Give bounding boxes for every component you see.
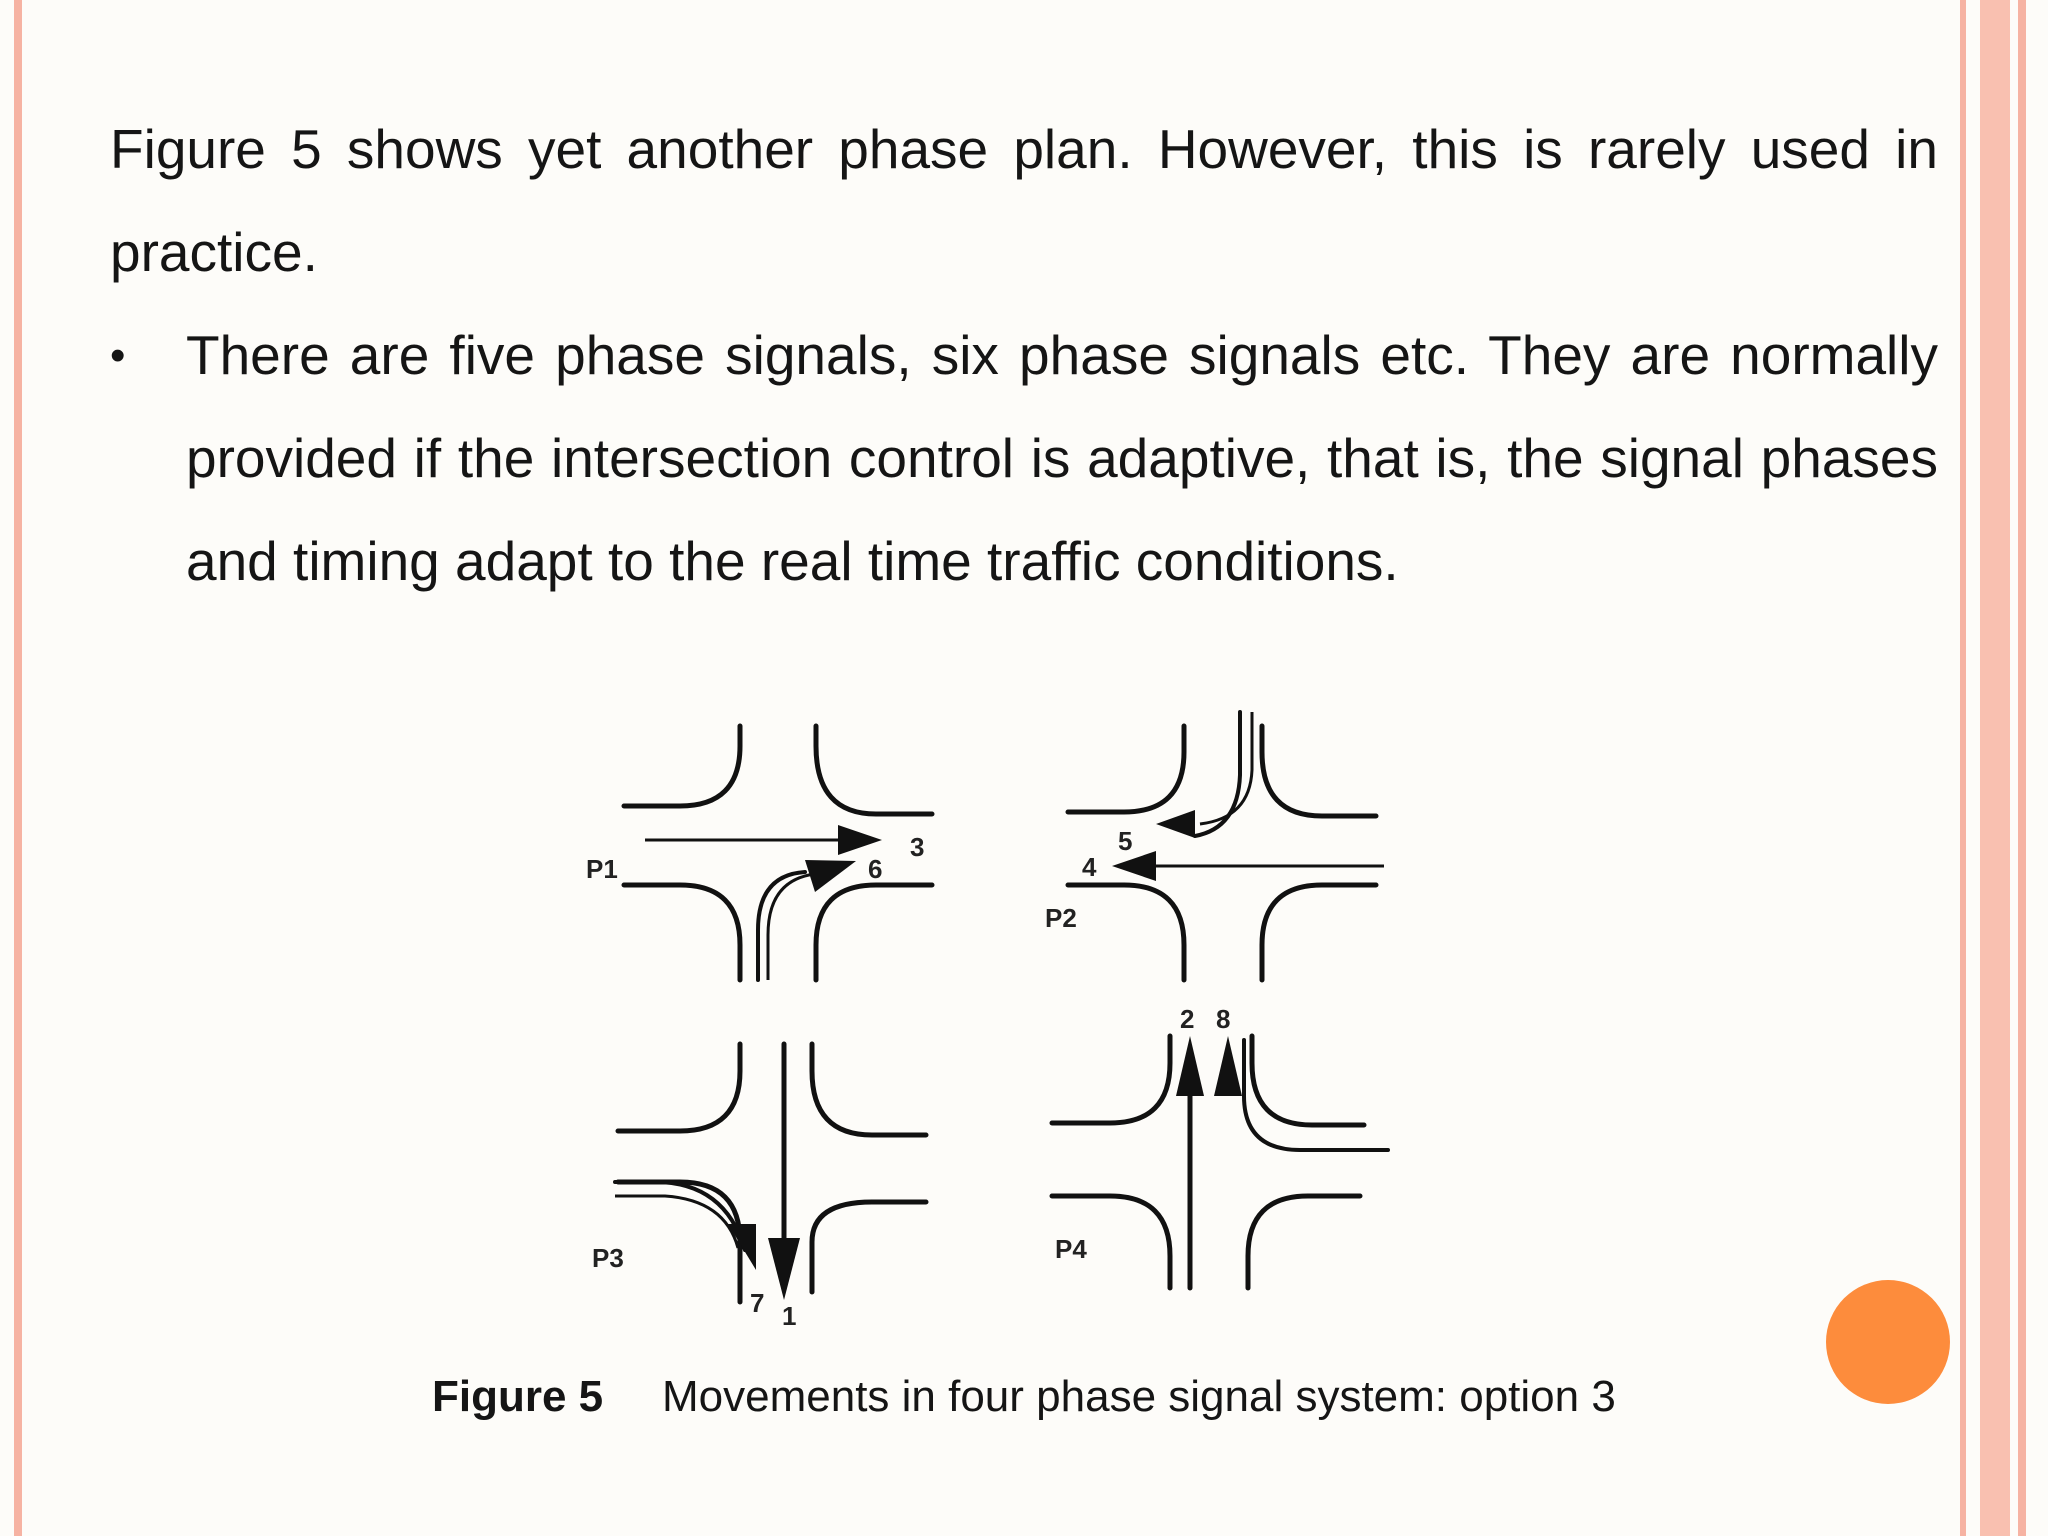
decorative-orange-circle — [1826, 1280, 1950, 1404]
phase-p3 — [592, 1044, 926, 1331]
movement-label-2: 2 — [1180, 1004, 1195, 1034]
phase-p2 — [1045, 712, 1384, 980]
bullet-paragraph: There are five phase signals, six phase signals etc. They are normally provided if the intersection control is adaptive, that is, the signal phases and timing adapt to the real time traffic conditions. — [186, 324, 1938, 592]
movement-label-6: 6 — [868, 854, 883, 884]
phase-label: P4 — [1055, 1234, 1087, 1264]
phase-label: P3 — [592, 1243, 624, 1273]
bullet-marker: • — [110, 331, 126, 380]
movement-label-5: 5 — [1118, 826, 1133, 856]
phase-diagram — [560, 690, 1420, 1340]
movement-label-3: 3 — [910, 832, 925, 862]
phase-p1 — [586, 726, 932, 980]
right-border-stripe-outer — [2018, 0, 2026, 1536]
phase-p4 — [1052, 1004, 1388, 1288]
intro-paragraph: Figure 5 shows yet another phase plan. However, this is rarely used in practice. — [110, 118, 1938, 283]
phase-label: P2 — [1045, 903, 1077, 933]
right-border-band — [1980, 0, 2010, 1536]
figure-caption-label: Figure 5 — [432, 1372, 604, 1421]
phase-label: P1 — [586, 854, 618, 884]
movement-label-1: 1 — [782, 1301, 797, 1331]
right-border-stripe — [1960, 0, 1966, 1536]
figure-caption-text: Movements in four phase signal system: option 3 — [662, 1372, 1616, 1421]
left-border-stripe — [14, 0, 22, 1536]
movement-label-8: 8 — [1216, 1004, 1231, 1034]
movement-label-7: 7 — [750, 1288, 765, 1318]
movement-label-4: 4 — [1082, 852, 1097, 882]
